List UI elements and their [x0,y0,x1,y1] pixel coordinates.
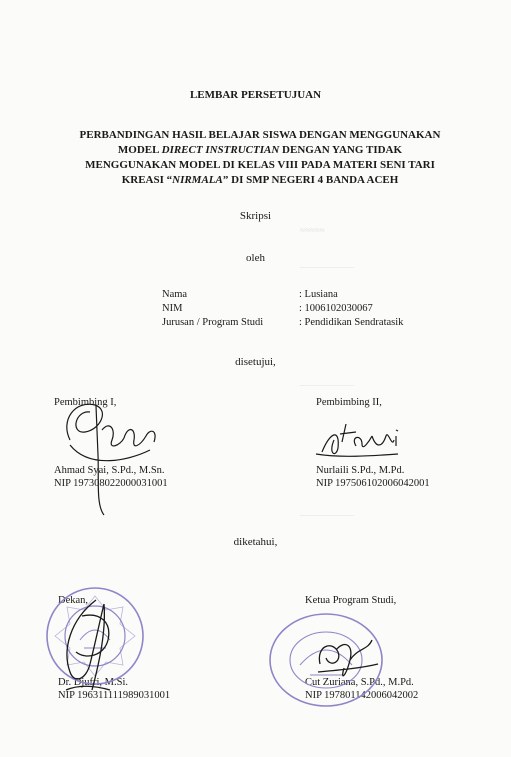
bleed-through-mark: —————— [300,510,354,520]
bleed-through-mark: —————— [300,262,354,272]
advisor1-name: Ahmad Syai, S.Pd., M.Sn. [54,465,165,476]
bleed-through-mark: —————— [300,380,354,390]
head-nip: NIP 197801142006042002 [305,690,419,701]
dean-role: Dekan, [58,595,89,606]
faculty-stamp-dean [47,588,143,684]
identity-value-nim: : 1006102030067 [299,303,373,314]
advisor2-nip: NIP 197506102006042001 [316,478,430,489]
identity-label-program: Jurusan / Program Studi [162,317,264,328]
advisor2-name: Nurlaili S.Pd., M.Pd. [316,465,405,476]
dean-name: Dr. Djufri, M.Si. [58,677,129,688]
heading-line: KREASI “NIRMALA” DI SMP NEGERI 4 BANDA ACEH [121,174,399,186]
page-title: LEMBAR PERSETUJUAN [189,89,322,101]
signature-dean [66,600,110,690]
program-stamp-head [270,614,382,706]
document-type: Skripsi [239,210,272,222]
identity-value-name: : Lusiana [299,289,338,300]
approved-label: disetujui, [235,356,276,368]
acknowledged-label: diketahui, [233,536,278,548]
heading-line: PERBANDINGAN HASIL BELAJAR SISWA DENGAN MENGGUNAKAN [79,129,441,141]
head-name: Cut Zuriana, S.Pd., M.Pd. [305,677,414,688]
bleed-through-mark: ≈≈≈≈≈ [300,225,325,235]
identity-label-name: Nama [162,289,188,300]
signature-advisor1 [67,404,155,515]
dean-nip: NIP 196311111989031001 [58,690,171,701]
by-label: oleh [246,252,265,264]
advisor1-nip: NIP 197308022000031001 [54,478,168,489]
signature-advisor2 [316,424,398,456]
head-role: Ketua Program Studi, [305,595,397,606]
signature-head [318,640,378,676]
heading-line: MODEL DIRECT INSTRUCTIAN DENGAN YANG TIDAK [117,144,403,156]
identity-value-program: : Pendidikan Sendratasik [299,317,404,328]
heading-line: MENGGUNAKAN MODEL DI KELAS VIII PADA MATERI SENI TARI [85,159,435,171]
identity-label-nim: NIM [162,303,183,314]
advisor1-role: Pembimbing I, [54,397,117,408]
advisor2-role: Pembimbing II, [316,397,382,408]
